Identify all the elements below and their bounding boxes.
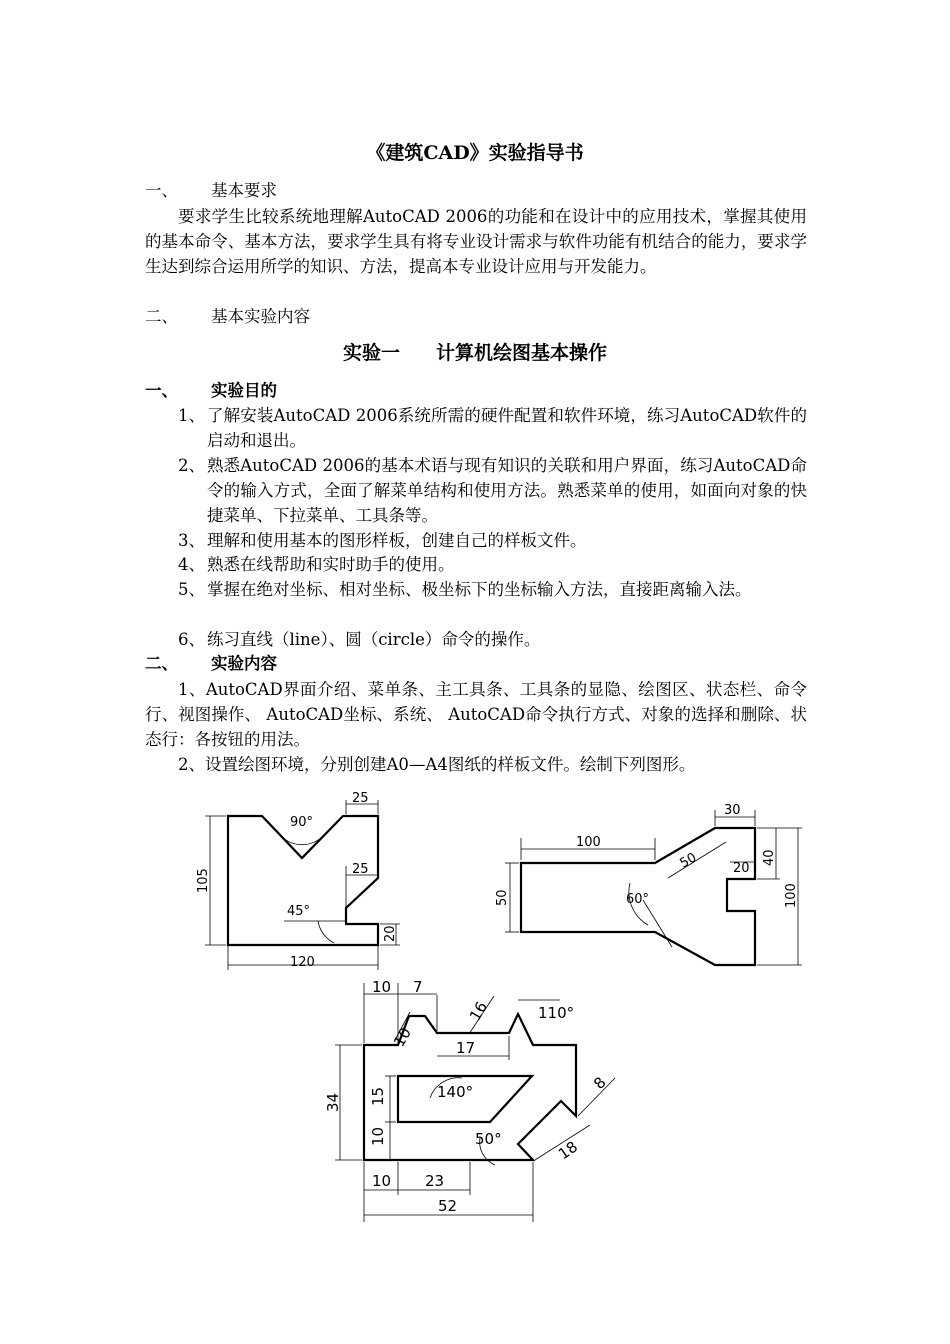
dim-label: 10 bbox=[369, 1126, 387, 1146]
list-item-text: 熟悉在线帮助和实时助手的使用。 bbox=[207, 555, 455, 574]
dim-label: 17 bbox=[456, 1039, 476, 1057]
section-number: 一、 bbox=[145, 381, 178, 400]
dim-label: 8 bbox=[590, 1073, 610, 1093]
content-paragraph: 1、AutoCAD界面介绍、菜单条、主工具条、工具条的显隐、绘图区、状态栏、命令行、视图操作、 AutoCAD坐标、系统、 AutoCAD命令执行方式、对象的选择和删除、状态行：各按钮的用法。 bbox=[145, 680, 807, 749]
cad-figure-2 bbox=[490, 795, 810, 970]
experiment-name: 计算机绘图基本操作 bbox=[436, 342, 608, 364]
dim-label: 50 bbox=[677, 850, 700, 872]
dim-label: 15 bbox=[369, 1086, 387, 1106]
list-item-text: 熟悉AutoCAD 2006的基本术语与现有知识的关联和用户界面，练习AutoCAD命令的输入方式，全面了解菜单结构和使用方法。熟悉菜单的使用，如面向对象的快捷菜单、下拉菜单、工具条等。 bbox=[207, 456, 807, 525]
list-item-number: 2、 bbox=[178, 456, 205, 475]
dim-label: 90° bbox=[290, 815, 314, 830]
section-number: 二、 bbox=[145, 307, 178, 326]
dim-label: 105 bbox=[196, 868, 211, 893]
dim-label: 100 bbox=[784, 883, 799, 908]
experiment-title bbox=[0, 341, 950, 365]
dim-label: 10 bbox=[372, 978, 392, 996]
list-item-number: 3、 bbox=[178, 531, 205, 550]
list-item-number: 6、 bbox=[178, 630, 205, 649]
cad-figure-3 bbox=[320, 975, 620, 1225]
dim-label: 50° bbox=[475, 1130, 502, 1148]
dim-label: 100 bbox=[576, 835, 601, 850]
section-heading: 实验内容 bbox=[211, 654, 277, 673]
list-item-number: 1、 bbox=[178, 406, 205, 425]
list-item-text: 掌握在绝对坐标、相对坐标、极坐标下的坐标输入方法，直接距离输入法。 bbox=[207, 580, 752, 599]
dim-label: 30 bbox=[724, 803, 741, 818]
section-heading: 基本要求 bbox=[211, 181, 277, 200]
list-item-text: 理解和使用基本的图形样板，创建自己的样板文件。 bbox=[207, 531, 587, 550]
dim-label: 20 bbox=[733, 861, 750, 876]
list-item bbox=[178, 528, 807, 553]
list-item bbox=[178, 552, 807, 577]
dim-label: 140° bbox=[437, 1083, 474, 1101]
list-item-number: 5、 bbox=[178, 580, 205, 599]
dim-label: 52 bbox=[438, 1197, 458, 1215]
section-heading: 基本实验内容 bbox=[211, 307, 310, 326]
dim-label: 25 bbox=[352, 791, 369, 806]
dim-label: 40 bbox=[762, 849, 777, 866]
dim-label: 50 bbox=[495, 889, 510, 906]
section-number: 一、 bbox=[145, 181, 178, 200]
experiment-number: 实验一 bbox=[342, 342, 400, 364]
dim-label: 45° bbox=[287, 904, 311, 919]
list-item-text: 练习直线（line）、圆（circle）命令的操作。 bbox=[207, 630, 541, 649]
dim-label: 60° bbox=[626, 892, 650, 907]
intro-paragraph: 要求学生比较系统地理解AutoCAD 2006的功能和在设计中的应用技术，掌握其使用的基本命令、基本方法，要求学生具有将专业设计需求与软件功能有机结合的能力，要求学生达到综合运用所学的知识、方法，提高本专业设计应用与开发能力。 bbox=[145, 207, 807, 276]
content-paragraph: 2、设置绘图环境，分别创建A0—A4图纸的样板文件。绘制下列图形。 bbox=[178, 755, 696, 774]
list-item bbox=[178, 627, 807, 652]
document-title: 《建筑CAD》实验指导书 bbox=[366, 142, 584, 164]
dim-label: 23 bbox=[425, 1172, 445, 1190]
list-item bbox=[178, 403, 807, 453]
dim-label: 18 bbox=[554, 1137, 581, 1164]
dim-label: 10 bbox=[372, 1172, 392, 1190]
list-item-number: 4、 bbox=[178, 555, 205, 574]
dim-label: 7 bbox=[413, 978, 423, 996]
dim-label: 20 bbox=[383, 925, 398, 942]
list-item bbox=[178, 453, 807, 528]
dim-label: 120 bbox=[290, 955, 315, 970]
list-item-text: 了解安装AutoCAD 2006系统所需的硬件配置和软件环境，练习AutoCAD软件的启动和退出。 bbox=[207, 406, 807, 450]
cad-figure-1 bbox=[190, 785, 420, 975]
section-heading: 实验目的 bbox=[211, 381, 277, 400]
dim-label: 25 bbox=[352, 862, 369, 877]
dim-label: 110° bbox=[538, 1004, 575, 1022]
section-number: 二、 bbox=[145, 654, 178, 673]
dim-label: 10 bbox=[389, 1024, 416, 1050]
list-item bbox=[178, 577, 807, 602]
dim-label: 16 bbox=[465, 998, 492, 1024]
dim-label: 34 bbox=[324, 1092, 342, 1112]
